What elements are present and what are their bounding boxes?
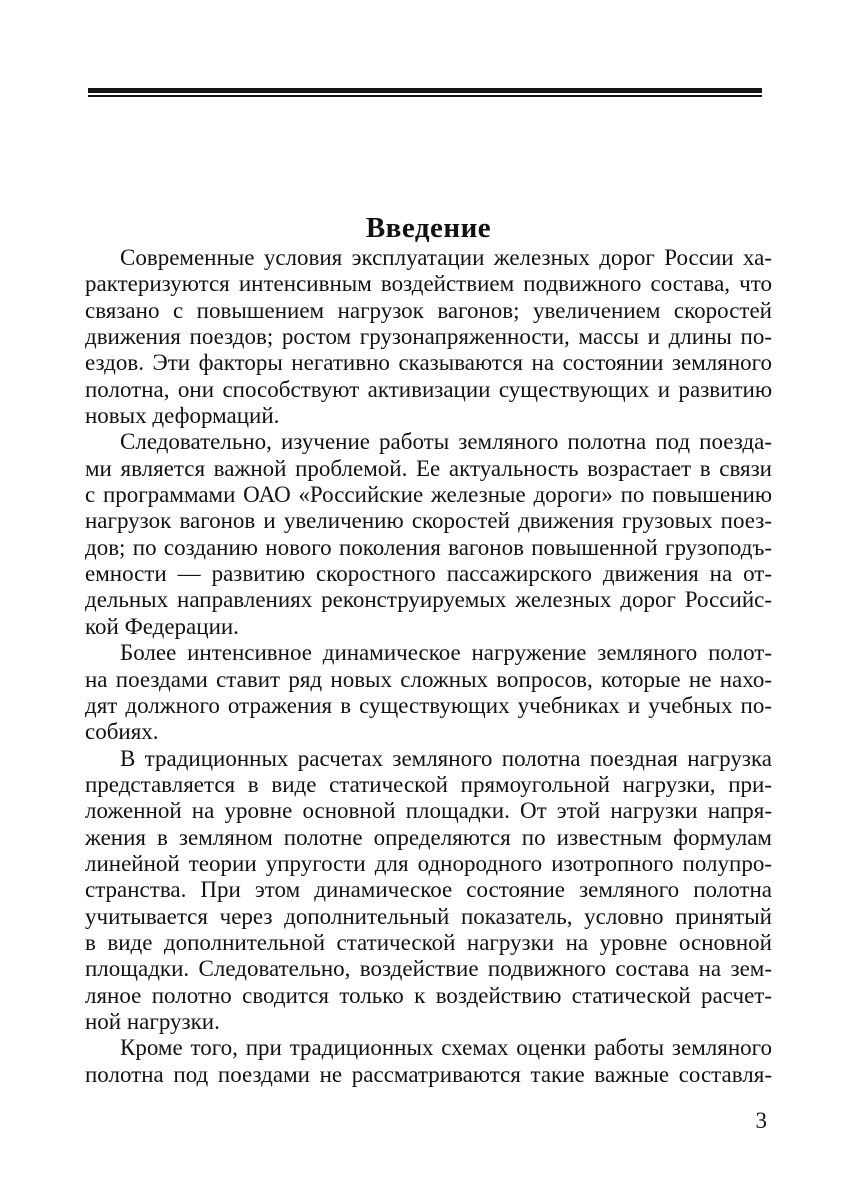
- text-line: Современные условия эксплуатации железных дорог России ха-: [120, 245, 772, 270]
- text-line: учитывается через дополнительный показатель, условно принятый: [85, 903, 772, 929]
- text-line: ездов. Эти факторы негативно сказываются на состоянии земляного: [85, 350, 772, 376]
- text-line: В традиционных расчетах земляного полотна поездная нагрузка: [120, 745, 772, 771]
- text-line: в виде дополнительной статической нагрузки на уровне основной: [85, 929, 772, 955]
- paragraph: [85, 1035, 772, 1088]
- paragraph: [85, 640, 772, 745]
- text-line: странства. При этом динамическое состояние земляного полотна: [85, 877, 772, 903]
- text-line: представляется в виде статической прямоугольной нагрузки, при-: [85, 771, 772, 797]
- text-line: собиях.: [85, 719, 159, 745]
- text-line: кой Федерации.: [85, 613, 239, 639]
- text-line: ляное полотно сводится только к воздействию статической расчет-: [85, 982, 772, 1008]
- body-text: [85, 245, 772, 1088]
- text-line: дельных направлениях реконструируемых железных дорог Российс-: [85, 587, 772, 613]
- text-line: полотна под поездами не рассматриваются такие важные составля-: [85, 1061, 772, 1087]
- text-line: с программами ОАО «Российские железные дороги» по повышению: [85, 482, 772, 508]
- header-double-rule: [88, 88, 762, 97]
- page-number: 3: [755, 1108, 767, 1133]
- text-line: на поездами ставит ряд новых сложных вопросов, которые не нахо-: [85, 666, 772, 692]
- text-line: Следовательно, изучение работы земляного полотна под поезда-: [120, 429, 772, 455]
- text-line: движения поездов; ростом грузонапряженности, массы и длины по-: [85, 324, 772, 350]
- text-line: жения в земляном полотне определяются по известным формулам: [85, 824, 772, 850]
- text-line: дов; по созданию нового поколения вагонов повышенной грузоподъ-: [85, 534, 772, 560]
- paragraph: [85, 746, 772, 1036]
- text-line: Кроме того, при традиционных схемах оценки работы земляного: [120, 1035, 772, 1061]
- text-line: новых деформаций.: [85, 403, 280, 429]
- chapter-title: Введение: [365, 212, 492, 245]
- text-line: ми является важной проблемой. Ее актуальность возрастает в связи: [85, 455, 772, 481]
- text-line: дят должного отражения в существующих учебниках и учебных по-: [85, 692, 772, 718]
- text-line: полотна, они способствуют активизации существующих и развитию: [85, 376, 772, 402]
- text-line: площадки. Следовательно, воздействие подвижного состава на зем-: [85, 956, 772, 982]
- text-line: нагрузок вагонов и увеличению скоростей движения грузовых поез-: [85, 508, 772, 534]
- text-line: рактеризуются интенсивным воздействием подвижного состава, что: [85, 271, 772, 297]
- paragraph: [85, 245, 772, 429]
- text-line: линейной теории упругости для однородного изотропного полупро-: [85, 850, 772, 876]
- text-line: Более интенсивное динамическое нагружение земляного полот-: [120, 640, 772, 666]
- text-line: ложенной на уровне основной площадки. От этой нагрузки напря-: [85, 798, 772, 824]
- paragraph: [85, 429, 772, 640]
- text-line: ной нагрузки.: [85, 1008, 220, 1034]
- text-line: связано с повышением нагрузок вагонов; увеличением скоростей: [85, 297, 772, 323]
- text-line: емности — развитию скоростного пассажирского движения на от-: [85, 561, 772, 587]
